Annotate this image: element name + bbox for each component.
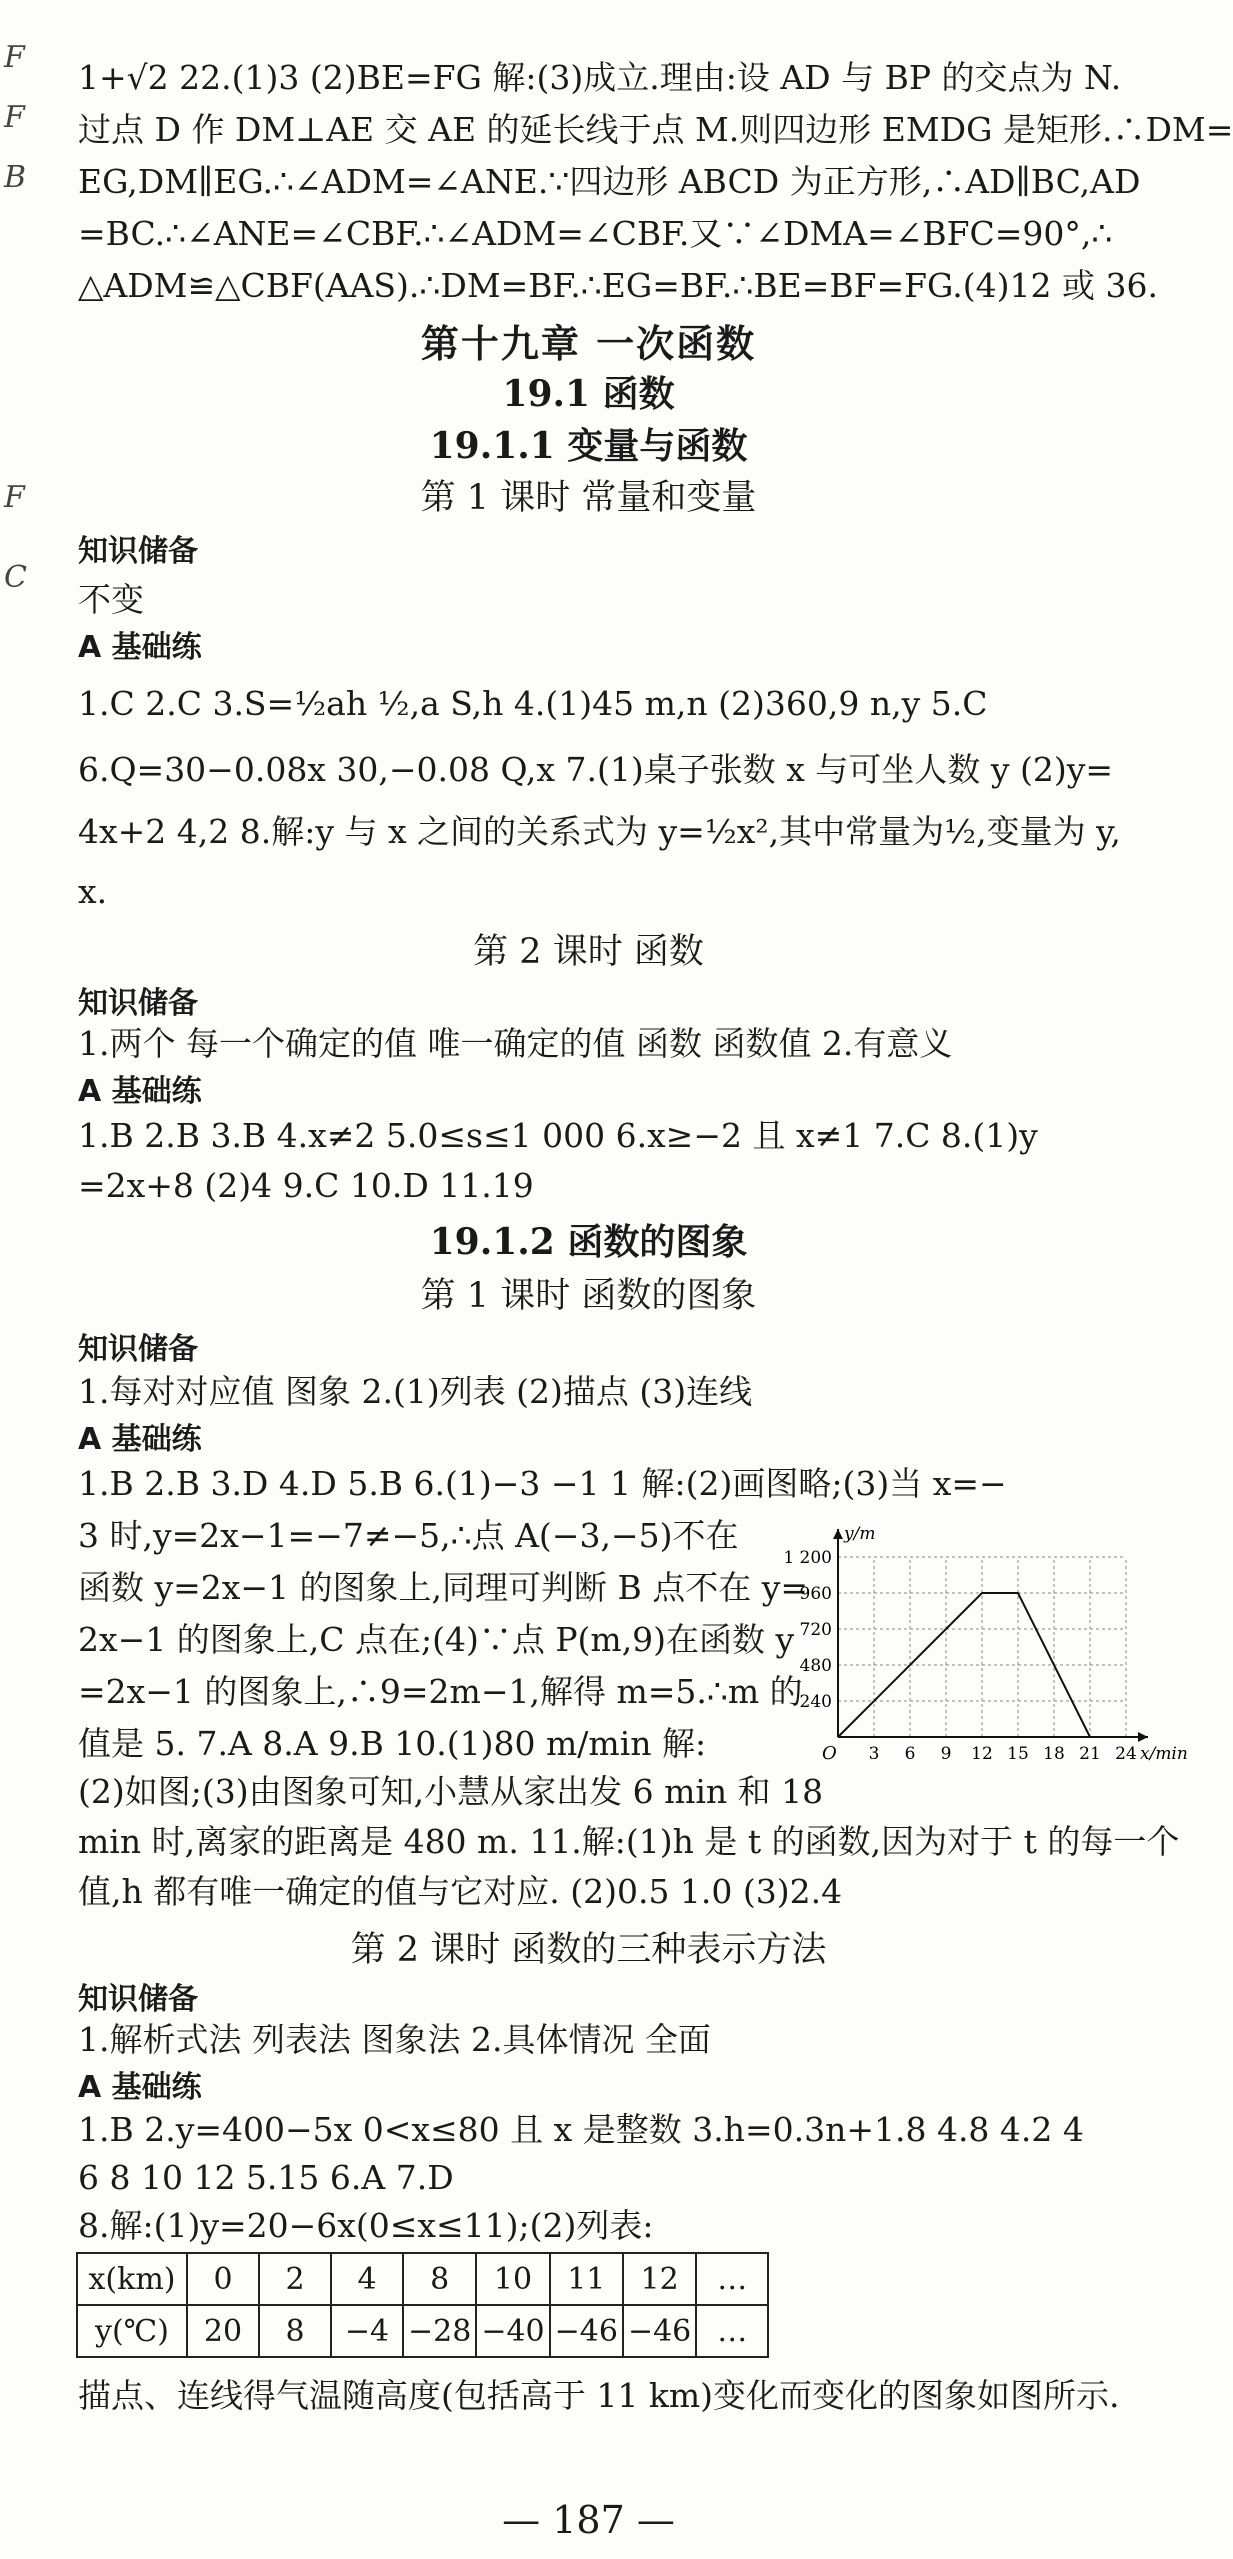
table-row	[77, 2253, 768, 2305]
text-line: 1.B 2.B 3.D 4.D 5.B 6.(1)−3 −1 1 解:(2)画图略;(3)当 x=−	[78, 1464, 1007, 1503]
text-line: 描点、连线得气温随高度(包括高于 11 km)变化而变化的图象如图所示.	[78, 2376, 1120, 2415]
table-cell: 20	[187, 2305, 259, 2357]
data-point	[982, 1593, 983, 1594]
x-tick-label: 24	[1115, 1744, 1137, 1764]
table-cell: …	[696, 2305, 768, 2357]
section-label: A 基础练	[78, 1422, 202, 1457]
text-line: 1+√2 22.(1)3 (2)BE=FG 解:(3)成立.理由:设 AD 与 BP 的交点为 N.	[78, 58, 1122, 97]
table-cell: 2	[259, 2253, 331, 2305]
edge-mark: F	[4, 100, 25, 135]
x-tick-label: 15	[1007, 1744, 1029, 1764]
section-label: A 基础练	[78, 630, 202, 665]
text-line: △ADM≌△CBF(AAS).∴DM=BF.∴EG=BF.∴BE=BF=FG.(4)12 或 36.	[78, 266, 1158, 305]
table-cell: 11	[550, 2253, 623, 2305]
table-cell: 0	[187, 2253, 259, 2305]
origin-label: O	[822, 1743, 837, 1764]
data-point	[838, 1737, 839, 1738]
text-line: 2x−1 的图象上,C 点在;(4)∵点 P(m,9)在函数 y	[78, 1620, 795, 1659]
table-cell: …	[696, 2253, 768, 2305]
table-row	[77, 2305, 768, 2357]
table-cell: −46	[550, 2305, 623, 2357]
text-line: =BC.∴∠ANE=∠CBF.∴∠ADM=∠CBF.又∵∠DMA=∠BFC=90°,∴	[78, 214, 1113, 253]
text-line: 值是 5. 7.A 8.A 9.B 10.(1)80 m/min 解:	[78, 1724, 707, 1763]
text-line: 1.解析式法 列表法 图象法 2.具体情况 全面	[78, 2020, 711, 2059]
table-header-x: x(km)	[77, 2253, 187, 2305]
table-cell: 4	[331, 2253, 403, 2305]
lesson-title: 第 2 课时 函数的三种表示方法	[350, 1930, 827, 1970]
chapter-title: 第十九章 一次函数	[420, 321, 757, 366]
data-point	[1090, 1737, 1091, 1738]
text-line: 3 时,y=2x−1=−7≠−5,∴点 A(−3,−5)不在	[78, 1516, 739, 1555]
y-tick-label: 480	[799, 1656, 832, 1676]
section-label: 知识储备	[78, 534, 198, 569]
text-line: 6 8 10 12 5.15 6.A 7.D	[78, 2158, 454, 2197]
table-cell: 8	[403, 2253, 476, 2305]
temperature-table	[76, 2252, 769, 2358]
section-title: 19.1 函数	[502, 373, 675, 415]
text-line: =2x−1 的图象上,∴9=2m−1,解得 m=5.∴m 的	[78, 1672, 803, 1711]
table-cell: −40	[476, 2305, 549, 2357]
lesson-title: 第 1 课时 函数的图象	[420, 1276, 757, 1316]
y-axis-arrow	[833, 1529, 843, 1539]
x-tick-label: 9	[940, 1744, 952, 1764]
section-label: A 基础练	[78, 2070, 202, 2105]
table-cell: −28	[403, 2305, 476, 2357]
section-label: 知识储备	[78, 1332, 198, 1367]
table-header-y: y(℃)	[77, 2305, 187, 2357]
text-line: min 时,离家的距离是 480 m. 11.解:(1)h 是 t 的函数,因为对于 t 的每一个	[78, 1822, 1180, 1861]
y-tick-label: 240	[799, 1692, 832, 1712]
text-line: (2)如图;(3)由图象可知,小慧从家出发 6 min 和 18	[78, 1772, 824, 1811]
x-tick-label: 18	[1043, 1744, 1065, 1764]
section-label: 知识储备	[78, 986, 198, 1021]
text-line: 8.解:(1)y=20−6x(0≤x≤11);(2)列表:	[78, 2206, 654, 2245]
subsection-title: 19.1.2 函数的图象	[429, 1221, 748, 1263]
data-point	[1018, 1593, 1019, 1594]
text-line: 过点 D 作 DM⊥AE 交 AE 的延长线于点 M.则四边形 EMDG 是矩形.∴DM=	[78, 110, 1233, 149]
text-line: x.	[78, 872, 108, 911]
text-line: 1.B 2.y=400−5x 0<x≤80 且 x 是整数 3.h=0.3n+1.8 4.8 4.2 4	[78, 2110, 1084, 2149]
text-line: 不变	[78, 580, 144, 619]
edge-mark: C	[4, 560, 27, 595]
table-cell: −46	[623, 2305, 696, 2357]
lesson-title: 第 1 课时 常量和变量	[420, 478, 757, 518]
text-line: 值,h 都有唯一确定的值与它对应. (2)0.5 1.0 (3)2.4	[78, 1872, 843, 1911]
text-line: 1.两个 每一个确定的值 唯一确定的值 函数 函数值 2.有意义	[78, 1024, 953, 1063]
subsection-title: 19.1.1 变量与函数	[429, 425, 748, 467]
text-line: EG,DM∥EG.∴∠ADM=∠ANE.∵四边形 ABCD 为正方形,∴AD∥BC,AD	[78, 162, 1141, 201]
y-tick-label: 1 200	[783, 1548, 832, 1568]
edge-mark: F	[4, 40, 25, 75]
x-tick-label: 21	[1079, 1744, 1101, 1764]
table-cell: −4	[331, 2305, 403, 2357]
section-label: 知识储备	[78, 1982, 198, 2017]
table-cell: 12	[623, 2253, 696, 2305]
distance-time-chart	[780, 1505, 1188, 1775]
lesson-title: 第 2 课时 函数	[473, 932, 704, 972]
edge-mark: F	[4, 480, 25, 515]
text-line: 1.每对对应值 图象 2.(1)列表 (2)描点 (3)连线	[78, 1372, 753, 1411]
text-line: 4x+2 4,2 8.解:y 与 x 之间的关系式为 y=½x²,其中常量为½,变量为 y,	[78, 812, 1121, 851]
y-axis-label: y/m	[844, 1524, 876, 1544]
text-line: 函数 y=2x−1 的图象上,同理可判断 B 点不在 y=	[78, 1568, 809, 1607]
y-tick-label: 960	[799, 1584, 832, 1604]
edge-mark: B	[4, 160, 27, 195]
text-line: 1.B 2.B 3.B 4.x≠2 5.0≤s≤1 000 6.x≥−2 且 x≠1 7.C 8.(1)y	[78, 1116, 1038, 1155]
page-number: — 187 —	[502, 2498, 675, 2542]
x-tick-label: 3	[868, 1744, 880, 1764]
section-label: A 基础练	[78, 1074, 202, 1109]
text-line: 6.Q=30−0.08x 30,−0.08 Q,x 7.(1)桌子张数 x 与可坐人数 y (2)y=	[78, 750, 1113, 789]
text-line: 1.C 2.C 3.S=½ah ½,a S,h 4.(1)45 m,n (2)360,9 n,y 5.C	[78, 684, 988, 723]
x-tick-label: 12	[971, 1744, 993, 1764]
table-cell: 8	[259, 2305, 331, 2357]
y-tick-label: 720	[799, 1620, 832, 1640]
text-line: =2x+8 (2)4 9.C 10.D 11.19	[78, 1166, 534, 1205]
x-axis-label: x/min	[1140, 1744, 1188, 1764]
x-tick-label: 6	[904, 1744, 916, 1764]
table-cell: 10	[476, 2253, 549, 2305]
x-axis-arrow	[1138, 1732, 1148, 1742]
